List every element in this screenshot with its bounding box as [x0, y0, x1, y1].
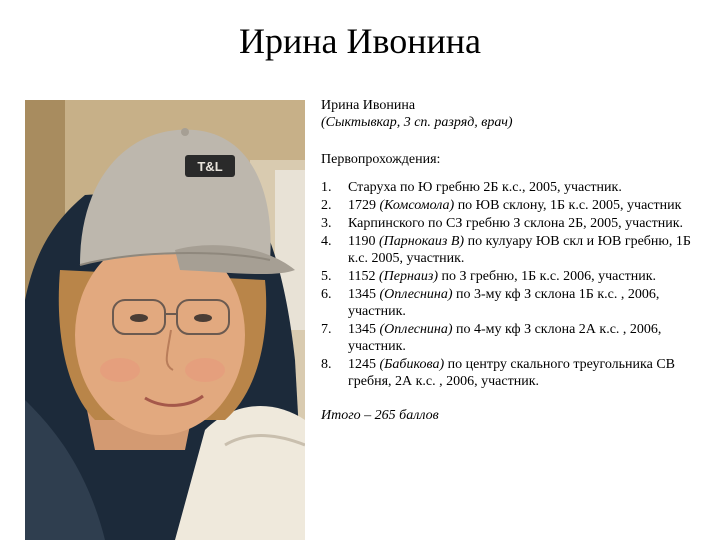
portrait-photo [25, 100, 305, 540]
item-text: Карпинского по СЗ гребню З склона 2Б, 2005, участник. [348, 216, 684, 231]
item-text: 1345 [348, 287, 380, 302]
item-text-rest: по 4-му кф З склона 2А к.с. , 2006, участник. [348, 322, 662, 354]
item-text-rest: по кулуару ЮВ скл и ЮВ гребню, 1Б к.с. 2005, участник. [348, 234, 691, 266]
item-text-rest: по З гребню, 1Б к.с. 2006, участник. [438, 269, 657, 284]
peak-name: (Пернаиз) [378, 269, 439, 284]
item-text-rest: по ЮВ склону, 1Б к.с. 2005, участник [454, 198, 682, 213]
item-text-rest: по 3-му кф З склона 1Б к.с. , 2006, участник. [348, 287, 660, 319]
peak-name: (Оплеснина) [379, 322, 453, 337]
ascents-list [321, 179, 706, 390]
person-details: (Сыктывкар, 3 сп. разряд, врач) [321, 115, 513, 130]
first-ascents-heading: Первопрохождения: [321, 152, 441, 167]
profile-panel [321, 97, 706, 424]
item-number: 7. [321, 322, 332, 337]
list-item [321, 321, 706, 355]
item-text: Старуха по Ю гребню 2Б к.с., 2005, участник. [348, 180, 622, 195]
cap-logo-text: T&L [197, 159, 223, 174]
slide-title: Ирина Ивонина [238, 21, 482, 61]
list-item [321, 268, 706, 285]
item-text: 1152 [348, 269, 379, 284]
item-text-rest: по центру скального треугольника СВ гребня, 2А к.с. , 2006, участник. [348, 357, 676, 389]
item-number: 8. [321, 357, 332, 372]
item-number: 1. [321, 180, 332, 195]
list-item [321, 179, 706, 196]
item-text: 1345 [348, 322, 380, 337]
item-number: 2. [321, 198, 332, 213]
peak-name: (Оплеснина) [379, 287, 453, 302]
person-name: Ирина Ивонина [321, 98, 416, 113]
list-item [321, 233, 706, 267]
peak-name: (Комсомола) [379, 198, 455, 213]
list-item [321, 356, 706, 390]
item-text: 1729 [348, 198, 380, 213]
item-text: 1190 [348, 234, 379, 249]
list-item [321, 286, 706, 320]
total-score: Итого – 265 баллов [321, 408, 439, 423]
item-number: 3. [321, 216, 332, 231]
peak-name: (Бабикова) [379, 357, 445, 372]
item-number: 5. [321, 269, 332, 284]
portrait-illustration [25, 100, 305, 540]
list-item [321, 215, 706, 232]
item-number: 4. [321, 234, 332, 249]
peak-name: (Парнокаиз В) [378, 234, 465, 249]
list-item [321, 197, 706, 214]
item-text: 1245 [348, 357, 380, 372]
item-number: 6. [321, 287, 332, 302]
